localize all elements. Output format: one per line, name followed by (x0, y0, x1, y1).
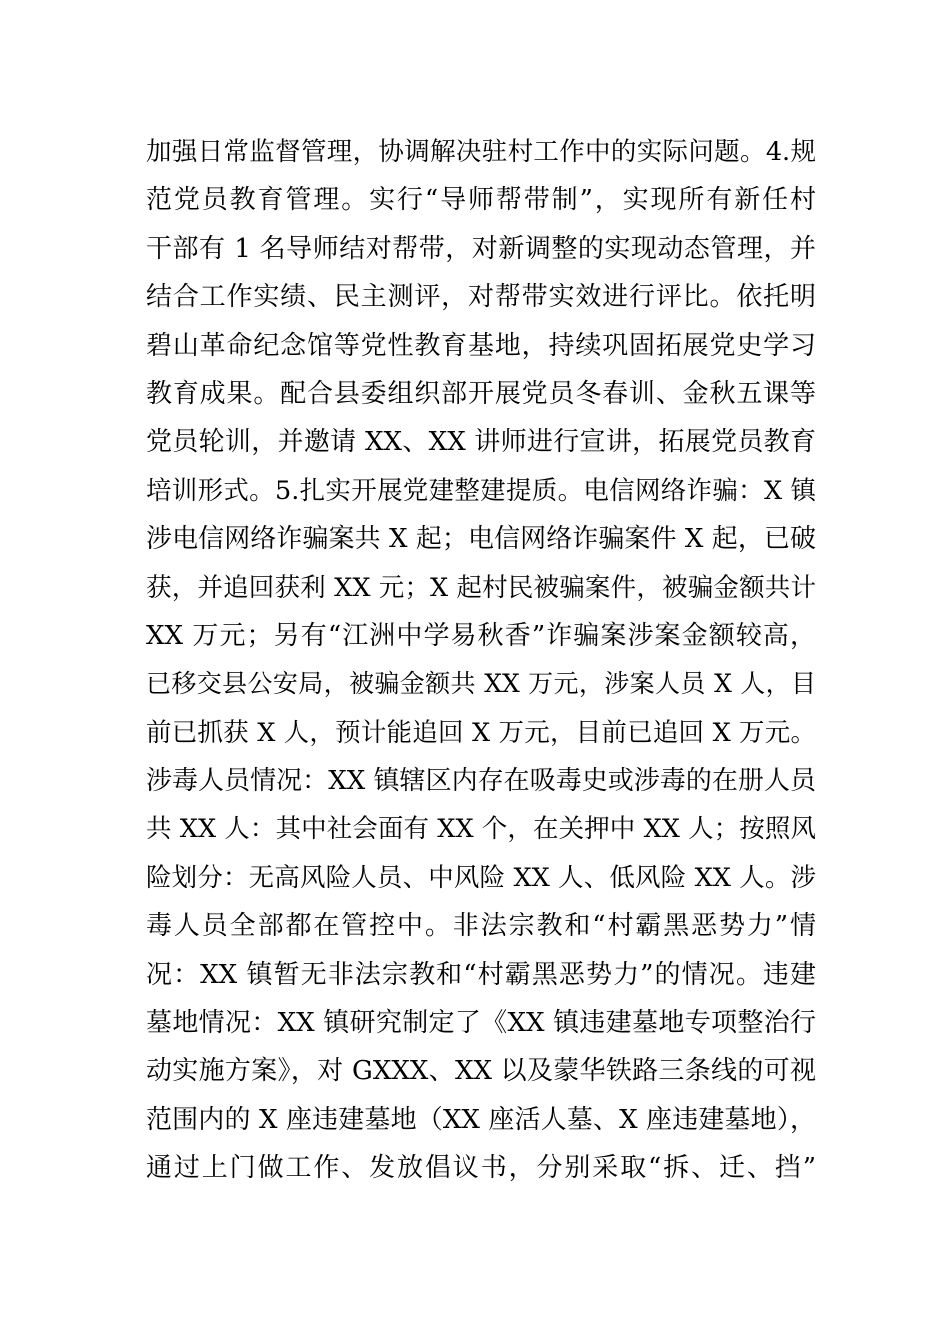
text-line-20: 动实施方案》，对 GXXX、XX 以及蒙华铁路三条线的可视 (146, 1056, 816, 1087)
text-line-12: 已移交县公安局，被骗金额共 XX 万元，涉案人员 X 人，目 (146, 669, 816, 699)
text-line-17: 毒人员全部都在管控中。非法宗教和“村霸黑恶势力”情 (146, 911, 816, 942)
text-line-21: 范围内的 X 座违建墓地（XX 座活人墓、X 座违建墓地）， (146, 1104, 816, 1135)
text-line-11: XX 万元；另有“江洲中学易秋香”诈骗案涉案金额较高， (146, 620, 816, 651)
text-line-9: 涉电信网络诈骗案共 X 起；电信网络诈骗案件 X 起，已破 (146, 524, 816, 555)
text-line-8: 培训形式。5.扎实开展党建整建提质。电信网络诈骗：X 镇 (146, 475, 816, 506)
text-line-6: 教育成果。配合县委组织部开展党员冬春训、金秋五课等 (146, 378, 816, 409)
text-line-5: 碧山革命纪念馆等党性教育基地，持续巩固拓展党史学习 (146, 330, 816, 361)
text-line-1: 加强日常监督管理，协调解决驻村工作中的实际问题。4.规 (146, 137, 816, 167)
text-line-10: 获，并追回获利 XX 元；X 起村民被骗案件，被骗金额共计 (146, 572, 816, 603)
text-line-13: 前已抓获 X 人，预计能追回 X 万元，目前已追回 X 万元。 (146, 717, 816, 748)
text-line-16: 险划分：无高风险人员、中风险 XX 人、低风险 XX 人。涉 (146, 862, 816, 893)
text-line-2: 范党员教育管理。实行“导师帮带制”，实现所有新任村 (146, 185, 816, 216)
text-line-22: 通过上门做工作、发放倡议书，分别采取“拆、迁、挡” (146, 1153, 816, 1184)
text-line-14: 涉毒人员情况：XX 镇辖区内存在吸毒史或涉毒的在册人员 (146, 766, 816, 797)
text-line-19: 墓地情况：XX 镇研究制定了《XX 镇违建墓地专项整治行 (146, 1008, 816, 1039)
text-line-18: 况：XX 镇暂无非法宗教和“村霸黑恶势力”的情况。违建 (146, 959, 816, 990)
text-line-3: 干部有 1 名导师结对帮带，对新调整的实现动态管理，并 (146, 233, 816, 264)
text-line-7: 党员轮训，并邀请 XX、XX 讲师进行宣讲，拓展党员教育 (146, 427, 816, 458)
text-line-4: 结合工作实绩、民主测评，对帮带实效进行评比。依托明 (146, 282, 816, 313)
text-line-15: 共 XX 人：其中社会面有 XX 个，在关押中 XX 人；按照风 (146, 814, 816, 845)
body-text (146, 128, 816, 1193)
